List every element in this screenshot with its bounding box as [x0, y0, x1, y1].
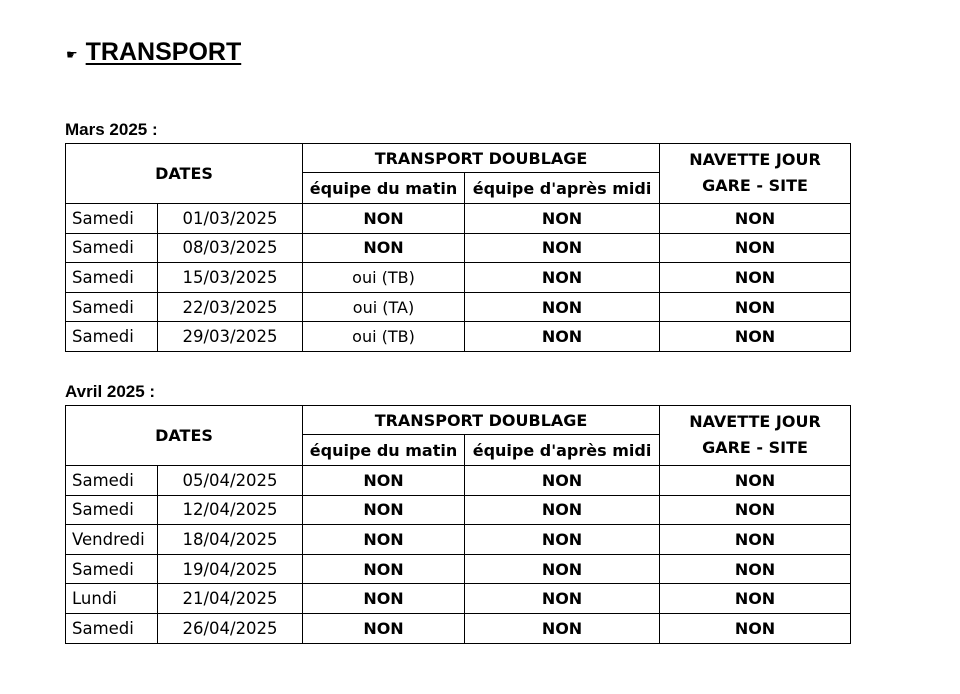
matin-cell: oui (TB)	[303, 322, 465, 352]
matin-cell: NON	[303, 233, 465, 263]
day-cell: Samedi	[66, 466, 158, 496]
date-cell: 15/03/2025	[158, 263, 303, 293]
apres-midi-cell: NON	[465, 554, 660, 584]
date-cell: 08/03/2025	[158, 233, 303, 263]
apres-midi-cell: NON	[465, 292, 660, 322]
schedule-table-avril	[65, 405, 851, 644]
page-title: TRANSPORT	[85, 38, 242, 66]
date-cell: 18/04/2025	[158, 525, 303, 555]
date-cell: 22/03/2025	[158, 292, 303, 322]
header-equipe-matin: équipe du matin	[303, 435, 465, 466]
date-cell: 21/04/2025	[158, 584, 303, 614]
day-cell: Samedi	[66, 613, 158, 643]
header-navette-line2: GARE - SITE	[702, 176, 808, 195]
day-cell: Lundi	[66, 584, 158, 614]
day-cell: Samedi	[66, 292, 158, 322]
navette-cell: NON	[660, 204, 851, 234]
matin-cell: oui (TB)	[303, 263, 465, 293]
matin-cell: NON	[303, 613, 465, 643]
apres-midi-cell: NON	[465, 322, 660, 352]
header-navette-line2: GARE - SITE	[702, 438, 808, 457]
header-navette-line1: NAVETTE JOUR	[689, 412, 821, 431]
matin-cell: NON	[303, 525, 465, 555]
navette-cell: NON	[660, 525, 851, 555]
header-navette	[660, 144, 851, 204]
matin-cell: NON	[303, 495, 465, 525]
table-row	[66, 495, 851, 525]
table-row	[66, 322, 851, 352]
section-heading-mars: Mars 2025 :	[65, 120, 158, 139]
day-cell: Samedi	[66, 554, 158, 584]
schedule-table-mars	[65, 143, 851, 352]
header-transport-doublage: TRANSPORT DOUBLAGE	[303, 144, 660, 173]
date-cell: 12/04/2025	[158, 495, 303, 525]
apres-midi-cell: NON	[465, 584, 660, 614]
matin-cell: oui (TA)	[303, 292, 465, 322]
date-cell: 19/04/2025	[158, 554, 303, 584]
navette-cell: NON	[660, 263, 851, 293]
navette-cell: NON	[660, 322, 851, 352]
header-dates: DATES	[66, 144, 303, 204]
day-cell: Samedi	[66, 263, 158, 293]
header-dates: DATES	[66, 406, 303, 466]
table-row	[66, 233, 851, 263]
header-equipe-matin: équipe du matin	[303, 173, 465, 204]
pointing-hand-icon: ☛	[66, 48, 78, 63]
navette-cell: NON	[660, 584, 851, 614]
section-heading-avril: Avril 2025 :	[65, 382, 156, 401]
matin-cell: NON	[303, 584, 465, 614]
table-row	[66, 204, 851, 234]
header-navette-line1: NAVETTE JOUR	[689, 150, 821, 169]
table-row	[66, 554, 851, 584]
header-transport-doublage: TRANSPORT DOUBLAGE	[303, 406, 660, 435]
day-cell: Vendredi	[66, 525, 158, 555]
table-row	[66, 466, 851, 496]
day-cell: Samedi	[66, 495, 158, 525]
table-row	[66, 525, 851, 555]
date-cell: 01/03/2025	[158, 204, 303, 234]
matin-cell: NON	[303, 204, 465, 234]
navette-cell: NON	[660, 233, 851, 263]
day-cell: Samedi	[66, 204, 158, 234]
navette-cell: NON	[660, 466, 851, 496]
day-cell: Samedi	[66, 233, 158, 263]
apres-midi-cell: NON	[465, 525, 660, 555]
apres-midi-cell: NON	[465, 466, 660, 496]
navette-cell: NON	[660, 554, 851, 584]
table-row	[66, 584, 851, 614]
apres-midi-cell: NON	[465, 263, 660, 293]
matin-cell: NON	[303, 554, 465, 584]
navette-cell: NON	[660, 292, 851, 322]
day-cell: Samedi	[66, 322, 158, 352]
matin-cell: NON	[303, 466, 465, 496]
header-equipe-apres-midi: équipe d'après midi	[465, 435, 660, 466]
apres-midi-cell: NON	[465, 495, 660, 525]
navette-cell: NON	[660, 613, 851, 643]
page-title-row	[66, 38, 241, 67]
table-row	[66, 292, 851, 322]
table-row	[66, 613, 851, 643]
date-cell: 29/03/2025	[158, 322, 303, 352]
navette-cell: NON	[660, 495, 851, 525]
header-navette	[660, 406, 851, 466]
table-row	[66, 263, 851, 293]
apres-midi-cell: NON	[465, 233, 660, 263]
date-cell: 26/04/2025	[158, 613, 303, 643]
header-equipe-apres-midi: équipe d'après midi	[465, 173, 660, 204]
date-cell: 05/04/2025	[158, 466, 303, 496]
apres-midi-cell: NON	[465, 204, 660, 234]
apres-midi-cell: NON	[465, 613, 660, 643]
